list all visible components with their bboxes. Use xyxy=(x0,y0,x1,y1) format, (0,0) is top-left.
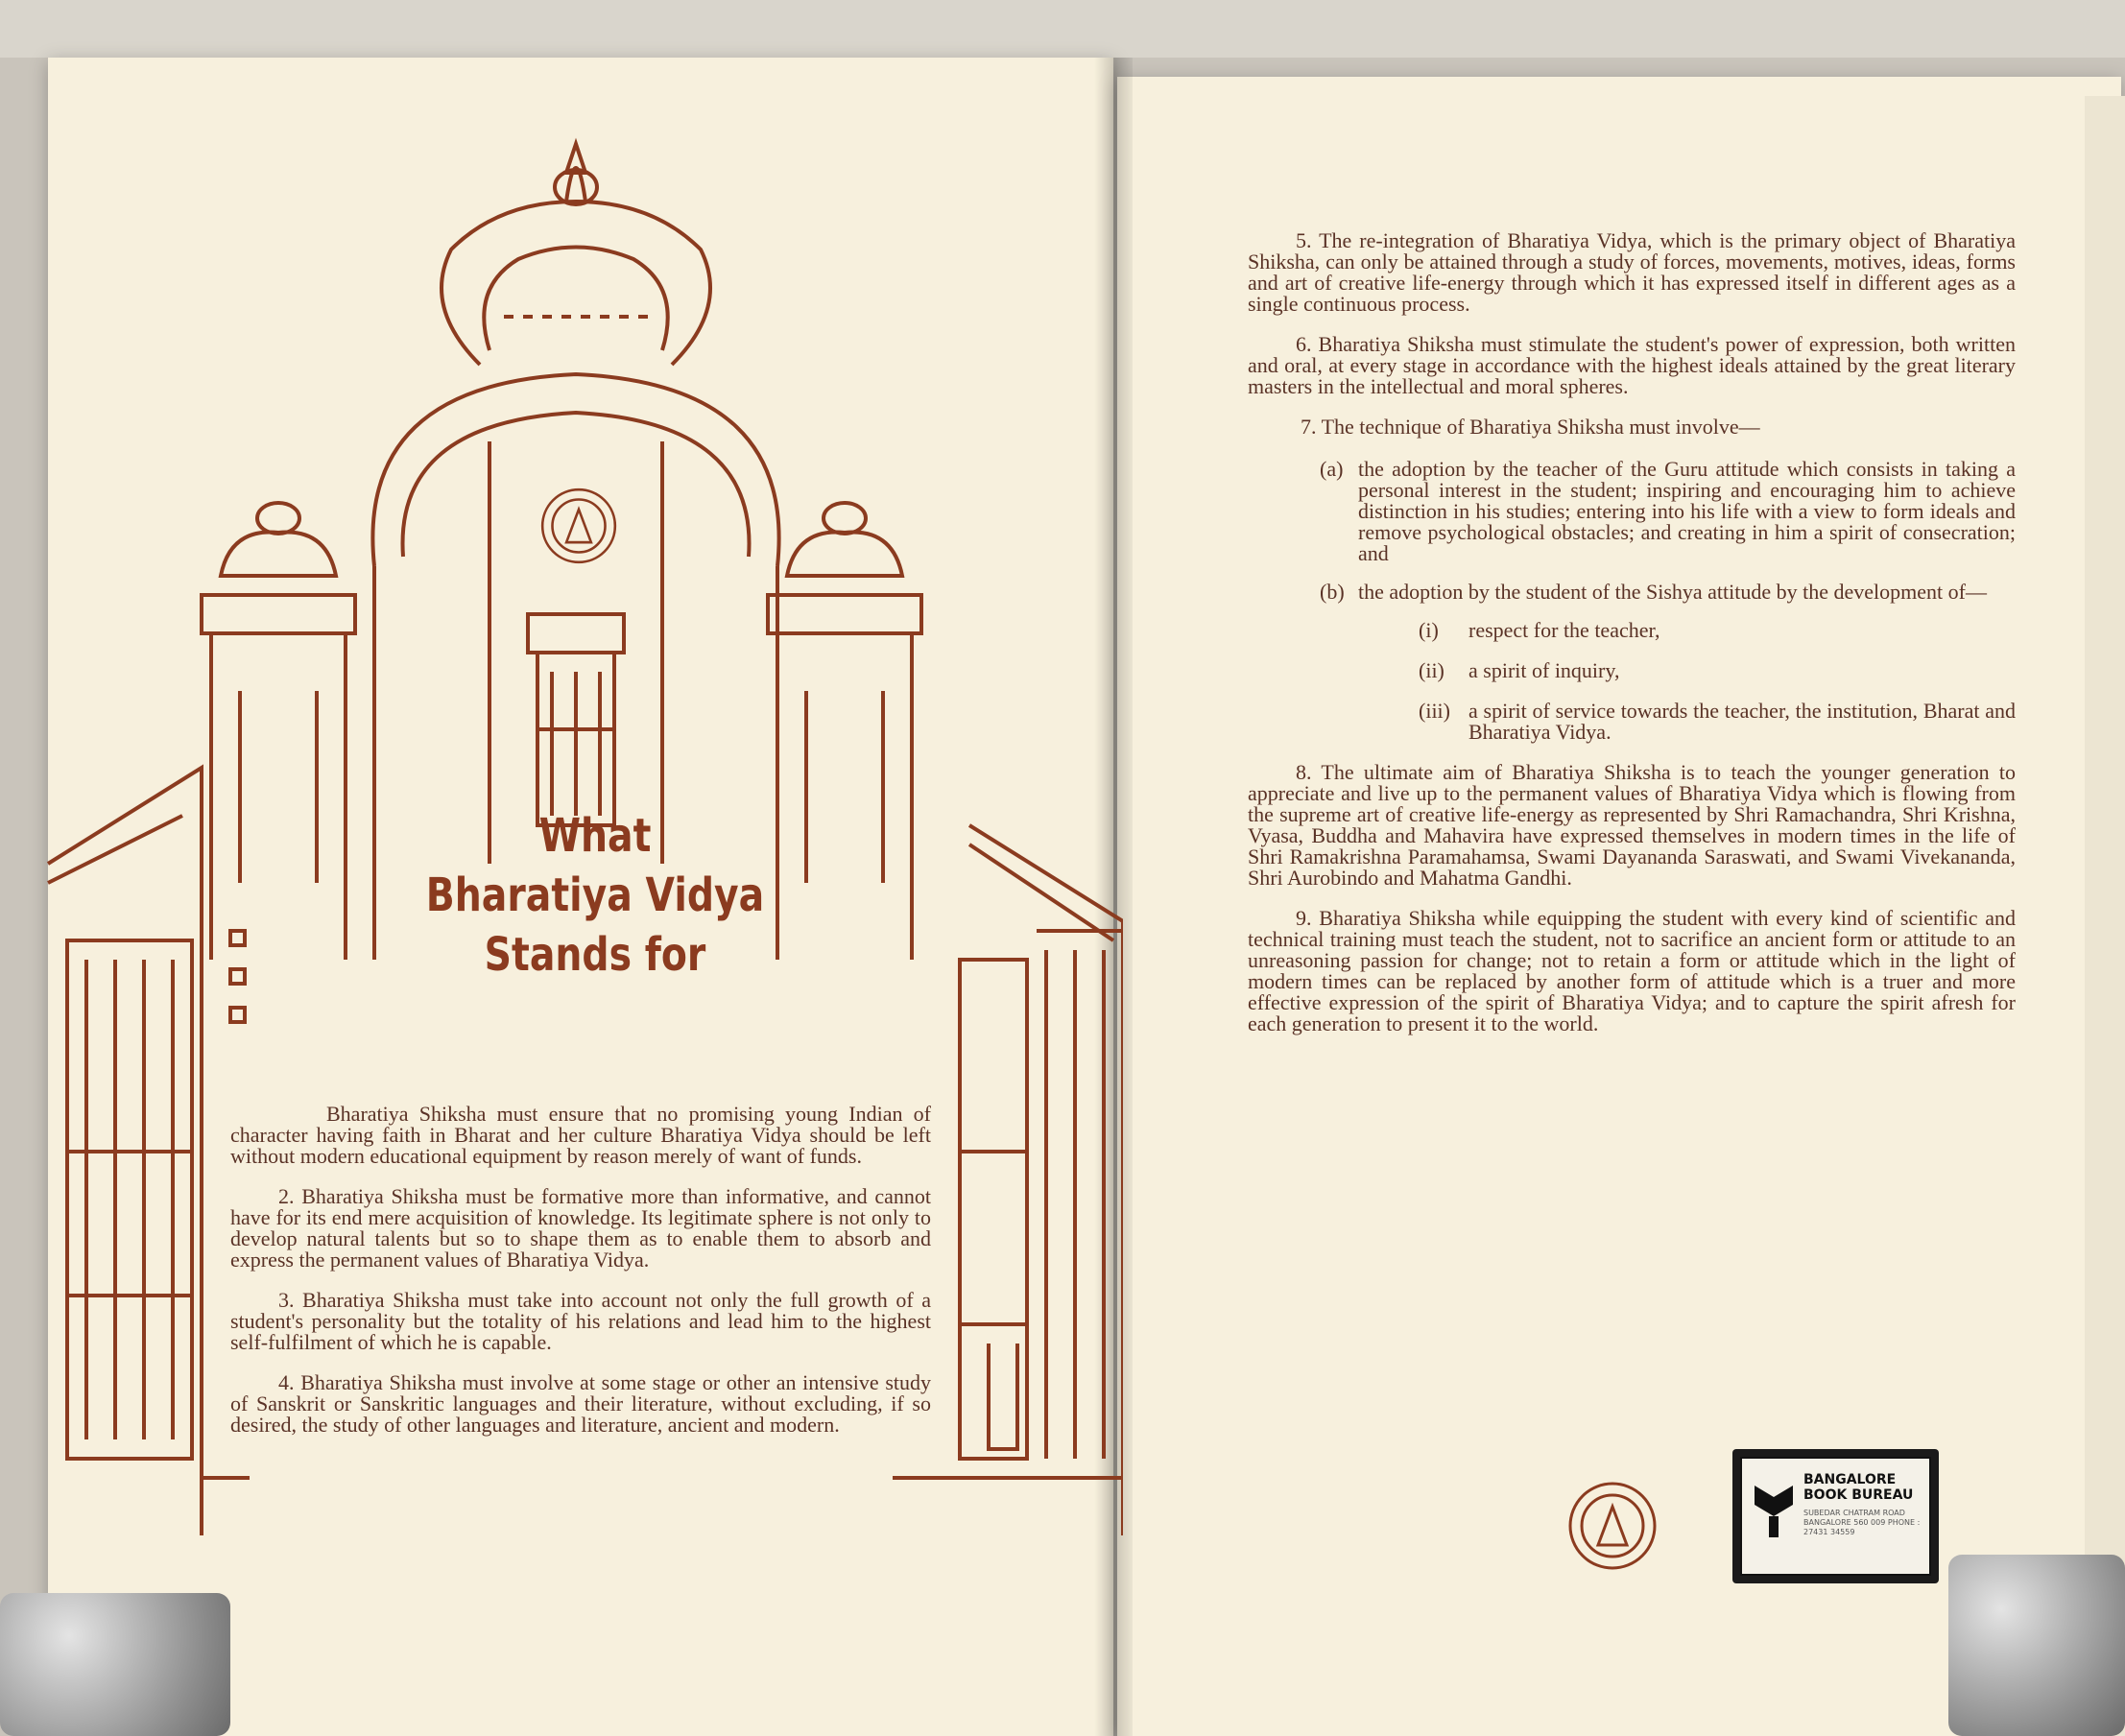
clause-a-text: the adoption by the teacher of the Guru attitude which consists in taking a personal interest in the student; inspiring and encouraging him to achieve distinction in his studies; entering into his life with a view to form ideals and remove psychological obstacles; and creating in him a spirit of consecration; and xyxy=(1358,457,2016,565)
clause-iii xyxy=(1248,701,2016,743)
clause-i-text: respect for the teacher, xyxy=(1468,618,1660,642)
title-line: What xyxy=(538,809,652,863)
emblem-seal xyxy=(1564,1478,1660,1574)
clause-ii xyxy=(1248,660,2016,681)
bookstore-address: SUBEDAR CHATRAM ROAD BANGALORE 560 009 PHONE : 27431 34559 xyxy=(1803,1509,1921,1536)
stone-weight-left xyxy=(0,1593,230,1736)
clause-iii-text: a spirit of service towards the teacher, the institution, Bharat and Bharatiya Vidya. xyxy=(1468,699,2016,744)
paragraph-2: 2. Bharatiya Shiksha must be formative more than informative, and cannot have for its end mere acquisition of knowledge. Its legitimate sphere is not only to develop natural talents but so to shape them as to enable them to absorb and express the permanent values of Bharatiya Vidya. xyxy=(230,1184,931,1272)
title-line: Bharatiya Vidya xyxy=(425,868,765,922)
paragraph-9: 9. Bharatiya Shiksha while equipping the student with every kind of scientific and technical training must teach the student, not to sacrifice an ancient form or attitude to an unreasoning passion for change; not to retain a form or attitude which in the light of modern times can be replaced by another form of attitude which is a truer and more effective expression of the spirit of Bharatiya Vidya; and to capture the spirit afresh for each generation to present it to the world. xyxy=(1248,906,2016,1035)
stone-weight-right xyxy=(1948,1555,2125,1736)
bookstore-logo-icon xyxy=(1750,1476,1798,1543)
title-line: Stands for xyxy=(484,928,706,982)
emblem-seal xyxy=(537,485,620,567)
sticker-label xyxy=(1740,1457,1931,1576)
clause-ii-text: a spirit of inquiry, xyxy=(1468,658,1620,682)
left-body-text xyxy=(230,1104,931,1455)
bookstore-sticker xyxy=(1732,1449,1939,1583)
clause-iii-label: (iii) xyxy=(1419,699,1450,723)
paragraph-5: 5. The re-integration of Bharatiya Vidya, which is the primary object of Bharatiya Shiksha, can only be attained through a study of forces, movements, motives, ideas, forms and art of creative life-energy through which it has expressed itself in different ages as a single continuous process. xyxy=(1248,228,2016,316)
clause-b-label: (b) xyxy=(1320,580,1345,604)
clause-a-label: (a) xyxy=(1320,457,1344,481)
paragraph-1: Bharatiya Shiksha must ensure that no promising young Indian of character having faith in Bharat and her culture Bharatiya Vidya should be left without modern educational equipment by reason merely of want of funds. xyxy=(230,1102,931,1168)
page-title xyxy=(391,806,800,985)
clause-b xyxy=(1248,582,2016,603)
paragraph-4: 4. Bharatiya Shiksha must involve at some stage or other an intensive study of Sanskrit or Sanskritic languages and their literature, without excluding, if so desired, the study of other languages and literature, ancient and modern. xyxy=(230,1370,931,1437)
right-body-text xyxy=(1248,230,2016,1054)
clause-i-label: (i) xyxy=(1419,618,1439,642)
clause-i xyxy=(1248,620,2016,641)
paragraph-6: 6. Bharatiya Shiksha must stimulate the student's power of expression, both written and oral, at every stage in accordance with the highest ideals attained by the great literary masters in the intellectual and moral spheres. xyxy=(1248,332,2016,398)
page-edge xyxy=(2085,96,2125,1736)
clause-ii-label: (ii) xyxy=(1419,658,1445,682)
clause-b-text: the adoption by the student of the Sishya attitude by the development of— xyxy=(1358,580,1987,604)
clause-a xyxy=(1248,459,2016,564)
paragraph-7: 7. The technique of Bharatiya Shiksha must involve— xyxy=(1301,415,1760,439)
paragraph-8: 8. The ultimate aim of Bharatiya Shiksha is to teach the younger generation to appreciate and live up to the permanent values of Bharatiya Vidya which is flowing from the supreme art of creative life-energy as represented by Shri Ramachandra, Shri Krishna, Vyasa, Buddha and Mahavira have expressed themselves in modern times in the life of Shri Ramakrishna Paramahamsa, Swami Dayananda Saraswati, and Swami Vivekananda, Shri Aurobindo and Mahatma Gandhi. xyxy=(1248,760,2016,890)
bookstore-name: BANGALORE BOOK BUREAU xyxy=(1803,1472,1914,1503)
paragraph-3: 3. Bharatiya Shiksha must take into account not only the full growth of a student's personality but the totality of his relations and lead him to the highest self-fulfilment of which he is capable. xyxy=(230,1288,931,1354)
